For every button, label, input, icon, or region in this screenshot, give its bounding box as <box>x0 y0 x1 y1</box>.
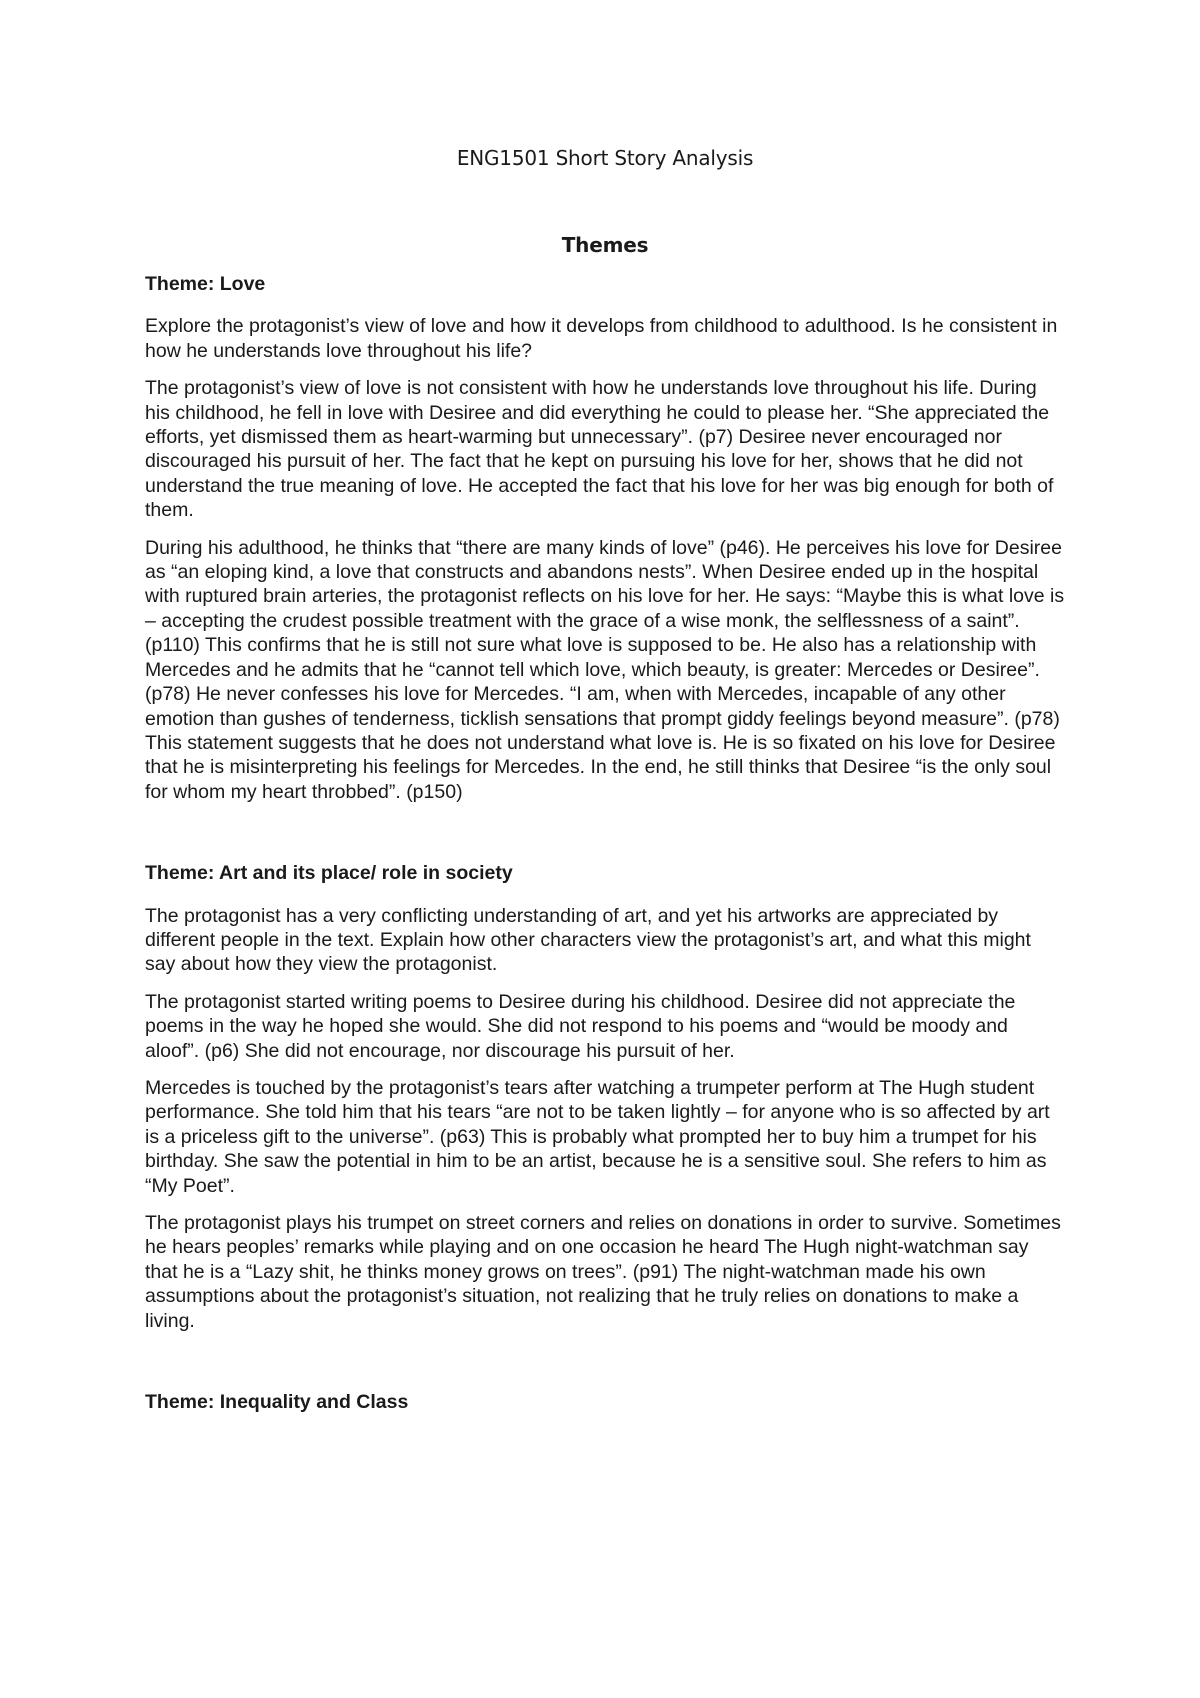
section-spacer <box>145 1346 1065 1390</box>
art-trumpet-paragraph: The protagonist plays his trumpet on street corners and relies on donations in order to survive. Sometimes he hears peoples’ remarks while playing and on one occasion he heard The Hugh night-watchman say that he is a “Lazy shit, he thinks money grows on trees”. (p91) The night-watchman made his own assumptions about the protagonist’s situation, not realizing that he truly relies on donations to make a living. <box>145 1212 1061 1332</box>
art-desiree-paragraph: The protagonist started writing poems to Desiree during his childhood. Desiree did not appreciate the poems in the way he hoped she would. She did not respond to his poems and “would be moody and aloof”. (p6) She did not encourage, nor discourage his pursuit of her. <box>145 990 1016 1062</box>
document-title: ENG1501 Short Story Analysis <box>456 146 754 170</box>
theme-heading-art: Theme: Art and its place/ role in society <box>145 862 513 885</box>
love-childhood-paragraph: The protagonist’s view of love is not consistent with how he understands love throughout his life. During his childhood, he fell in love with Desiree and did everything he could to please her. “She appreciated the efforts, yet dismissed them as heart-warming but unnecessary”. (p7) Desiree never encouraged nor discouraged his pursuit of her. The fact that he kept on pursuing his love for her, shows that he did not understand the true meaning of love. He accepted the fact that his love for her was big enough for both of them. <box>145 377 1054 522</box>
document-body <box>145 146 1065 1432</box>
art-prompt-paragraph: The protagonist has a very conflicting understanding of art, and yet his artworks are appreciated by different people in the text. Explain how other characters view the protagonist’s art, and what this might say about how they view the protagonist. <box>145 904 1031 976</box>
theme-heading-love: Theme: Love <box>145 273 266 295</box>
love-prompt-paragraph: Explore the protagonist’s view of love and how it develops from childhood to adulthood. Is he consistent in how he understands love throughout his life? <box>145 315 1058 362</box>
art-mercedes-paragraph: Mercedes is touched by the protagonist’s tears after watching a trumpeter perform at The Hugh student performance. She told him that his tears “are not to be taken lightly – for anyone who is so affected by art is a priceless gift to the universe”. (p63) This is probably what prompted her to buy him a trumpet for his birthday. She saw the potential in him to be an artist, because he is a sensitive soul. She refers to him as “My Poet”. <box>145 1076 1050 1197</box>
love-adulthood-paragraph: During his adulthood, he thinks that “there are many kinds of love” (p46). He perceives his love for Desiree as “an eloping kind, a love that constructs and abandons nests”. When Desiree ended up in the hospital with ruptured brain arteries, the protagonist reflects on his love for her. He says: “Maybe this is what love is – accepting the crudest possible treatment with the grace of a wise monk, the selflessness of a saint”. (p110) This confirms that he is still not sure what love is supposed to be. He also has a relationship with Mercedes and he admits that he “cannot tell which love, which beauty, is greater: Mercedes or Desiree”. (p78) He never confesses his love for Mercedes. “I am, when with Mercedes, incapable of any other emotion than gushes of tenderness, ticklish sensations that prompt giddy feelings beyond measure”. (p78) This statement suggests that he does not understand what love is. He is so fixated on his love for Desiree that he is misinterpreting his feelings for Mercedes. In the end, he still thinks that Desiree “is the only soul for whom my heart throbbed”. (p150) <box>145 536 1065 803</box>
theme-heading-inequality: Theme: Inequality and Class <box>145 1391 409 1414</box>
section-title-themes: Themes <box>561 233 649 257</box>
section-spacer <box>145 817 1065 861</box>
